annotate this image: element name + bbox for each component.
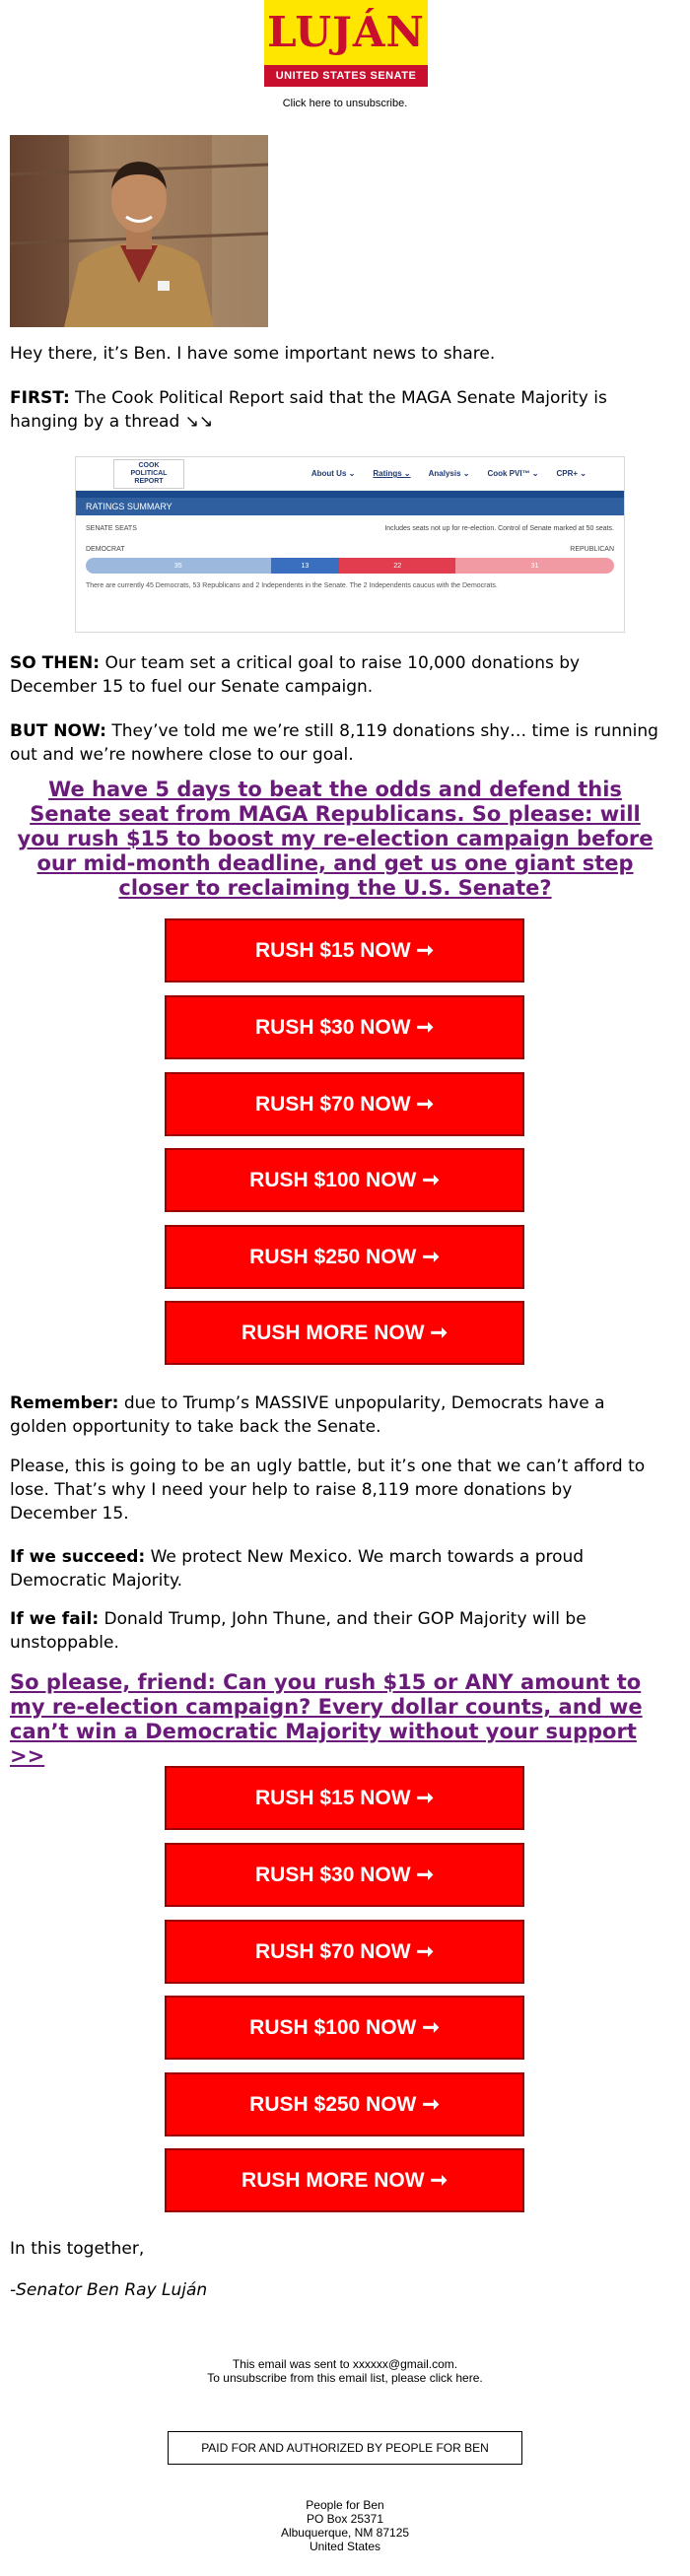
- paid-for-box: PAID FOR AND AUTHORIZED BY PEOPLE FOR BEN: [168, 2431, 522, 2465]
- rush-more-button[interactable]: RUSH MORE NOW ➞: [165, 1301, 524, 1365]
- ratings-footnote: There are currently 45 Democrats, 53 Republicans and 2 Independents in the Senate. The 2 Independents caucus with the Democrats.: [86, 582, 498, 589]
- rush-70-button-2[interactable]: RUSH $70 NOW ➞: [165, 1920, 524, 1984]
- succeed-label: If we succeed:: [10, 1547, 146, 1567]
- rush-15-button-2[interactable]: RUSH $15 NOW ➞: [165, 1766, 524, 1830]
- nav-analysis: Analysis ⌄: [428, 469, 470, 478]
- succeed-paragraph: [10, 1545, 660, 1593]
- logo-name: LUJÁN: [267, 8, 425, 56]
- then-paragraph: [10, 651, 660, 699]
- signature: -Senator Ben Ray Luján: [10, 2280, 208, 2300]
- nav-ratings: Ratings ⌄: [373, 469, 411, 478]
- rush-250-button-2[interactable]: RUSH $250 NOW ➞: [165, 2072, 524, 2136]
- succeed-text: We protect New Mexico. We march towards a proud Democratic Majority.: [10, 1547, 585, 1591]
- footer-country: United States: [309, 2540, 381, 2553]
- footer-city: Albuquerque, NM 87125: [280, 2526, 410, 2540]
- seg-safe-dem: 35: [86, 558, 271, 574]
- ratings-summary-title: RATINGS SUMMARY: [76, 498, 624, 515]
- unsubscribe-top-link[interactable]: Click here to unsubscribe.: [282, 98, 408, 109]
- footer-org: People for Ben: [306, 2498, 384, 2512]
- republican-label: REPUBLICAN: [570, 546, 614, 553]
- remember-label: Remember:: [10, 1393, 119, 1413]
- fail-label: If we fail:: [10, 1609, 100, 1629]
- remember-text: due to Trump’s MASSIVE unpopularity, Democrats have a golden opportunity to take back the Senate.: [10, 1393, 605, 1437]
- democrat-label: DEMOCRAT: [86, 546, 125, 553]
- senate-seats-bar: [86, 558, 614, 574]
- please-paragraph: Please, this is going to be an ugly battle, but it’s one that we can’t afford to lose. That’s why I need your help to raise 8,119 more donations by December 15.: [10, 1457, 646, 1524]
- first-paragraph: [10, 386, 660, 434]
- then-text: Our team set a critical goal to raise 10,000 donations by December 15 to fuel our Senate campaign.: [10, 653, 581, 697]
- rush-70-button[interactable]: RUSH $70 NOW ➞: [165, 1072, 524, 1136]
- footer-sent-to: This email was sent to xxxxxx@gmail.com.: [232, 2357, 458, 2371]
- lujan-logo: [264, 0, 428, 91]
- ratings-nav-menu: [311, 469, 586, 478]
- rush-more-button-2[interactable]: RUSH MORE NOW ➞: [165, 2148, 524, 2212]
- seg-lean-rep: 22: [339, 558, 455, 574]
- remember-paragraph: [10, 1391, 660, 1439]
- nav-cpr-plus: CPR+ ⌄: [556, 469, 586, 478]
- cta-link-2[interactable]: So please, friend: Can you rush $15 or ANY amount to my re-election campaign? Every dollar counts, and we can’t win a Democratic Majority without your support >>: [10, 1670, 643, 1768]
- now-label: BUT NOW:: [10, 721, 106, 741]
- then-label: SO THEN:: [10, 653, 101, 673]
- senate-seats-note: Includes seats not up for re-election. Control of Senate marked at 50 seats.: [384, 525, 614, 532]
- greeting: Hey there, it’s Ben. I have some important news to share.: [10, 344, 496, 364]
- cta-link-1[interactable]: We have 5 days to beat the odds and defend this Senate seat from MAGA Republicans. So please: will you rush $15 to boost my re-election campaign before our mid-month deadline, and get us one giant step closer to reclaiming the U.S. Senate?: [17, 778, 654, 900]
- nav-cook-pvi: Cook PVI™ ⌄: [487, 469, 539, 478]
- ratings-summary-image: [75, 456, 625, 633]
- footer-po-box: PO Box 25371: [306, 2512, 384, 2526]
- cook-political-report-logo: COOK POLITICAL REPORT: [113, 459, 184, 489]
- closing-line: In this together,: [10, 2239, 145, 2259]
- senator-photo: [10, 135, 268, 327]
- rush-15-button[interactable]: RUSH $15 NOW ➞: [165, 918, 524, 983]
- nav-about-us: About Us ⌄: [310, 469, 356, 478]
- footer-unsubscribe-link[interactable]: To unsubscribe from this email list, please click here.: [207, 2371, 483, 2385]
- rush-250-button[interactable]: RUSH $250 NOW ➞: [165, 1225, 524, 1289]
- rush-100-button-2[interactable]: RUSH $100 NOW ➞: [165, 1996, 524, 2060]
- first-text: The Cook Political Report said that the MAGA Senate Majority is hanging by a thread ↘↘: [10, 388, 607, 432]
- fail-paragraph: [10, 1607, 660, 1655]
- senate-seats-label: SENATE SEATS: [86, 525, 137, 532]
- now-paragraph: [10, 719, 660, 767]
- seg-safe-rep: 31: [455, 558, 614, 574]
- seg-lean-dem: 13: [271, 558, 340, 574]
- logo-band: UNITED STATES SENATE: [264, 65, 428, 87]
- rush-100-button[interactable]: RUSH $100 NOW ➞: [165, 1148, 524, 1212]
- rush-30-button[interactable]: RUSH $30 NOW ➞: [165, 995, 524, 1059]
- now-text: They’ve told me we’re still 8,119 donations shy… time is running out and we’re nowhere close to our goal.: [10, 721, 658, 765]
- first-label: FIRST:: [10, 388, 70, 408]
- fail-text: Donald Trump, John Thune, and their GOP Majority will be unstoppable.: [10, 1609, 586, 1653]
- rush-30-button-2[interactable]: RUSH $30 NOW ➞: [165, 1843, 524, 1907]
- senator-photo-image: [10, 135, 268, 327]
